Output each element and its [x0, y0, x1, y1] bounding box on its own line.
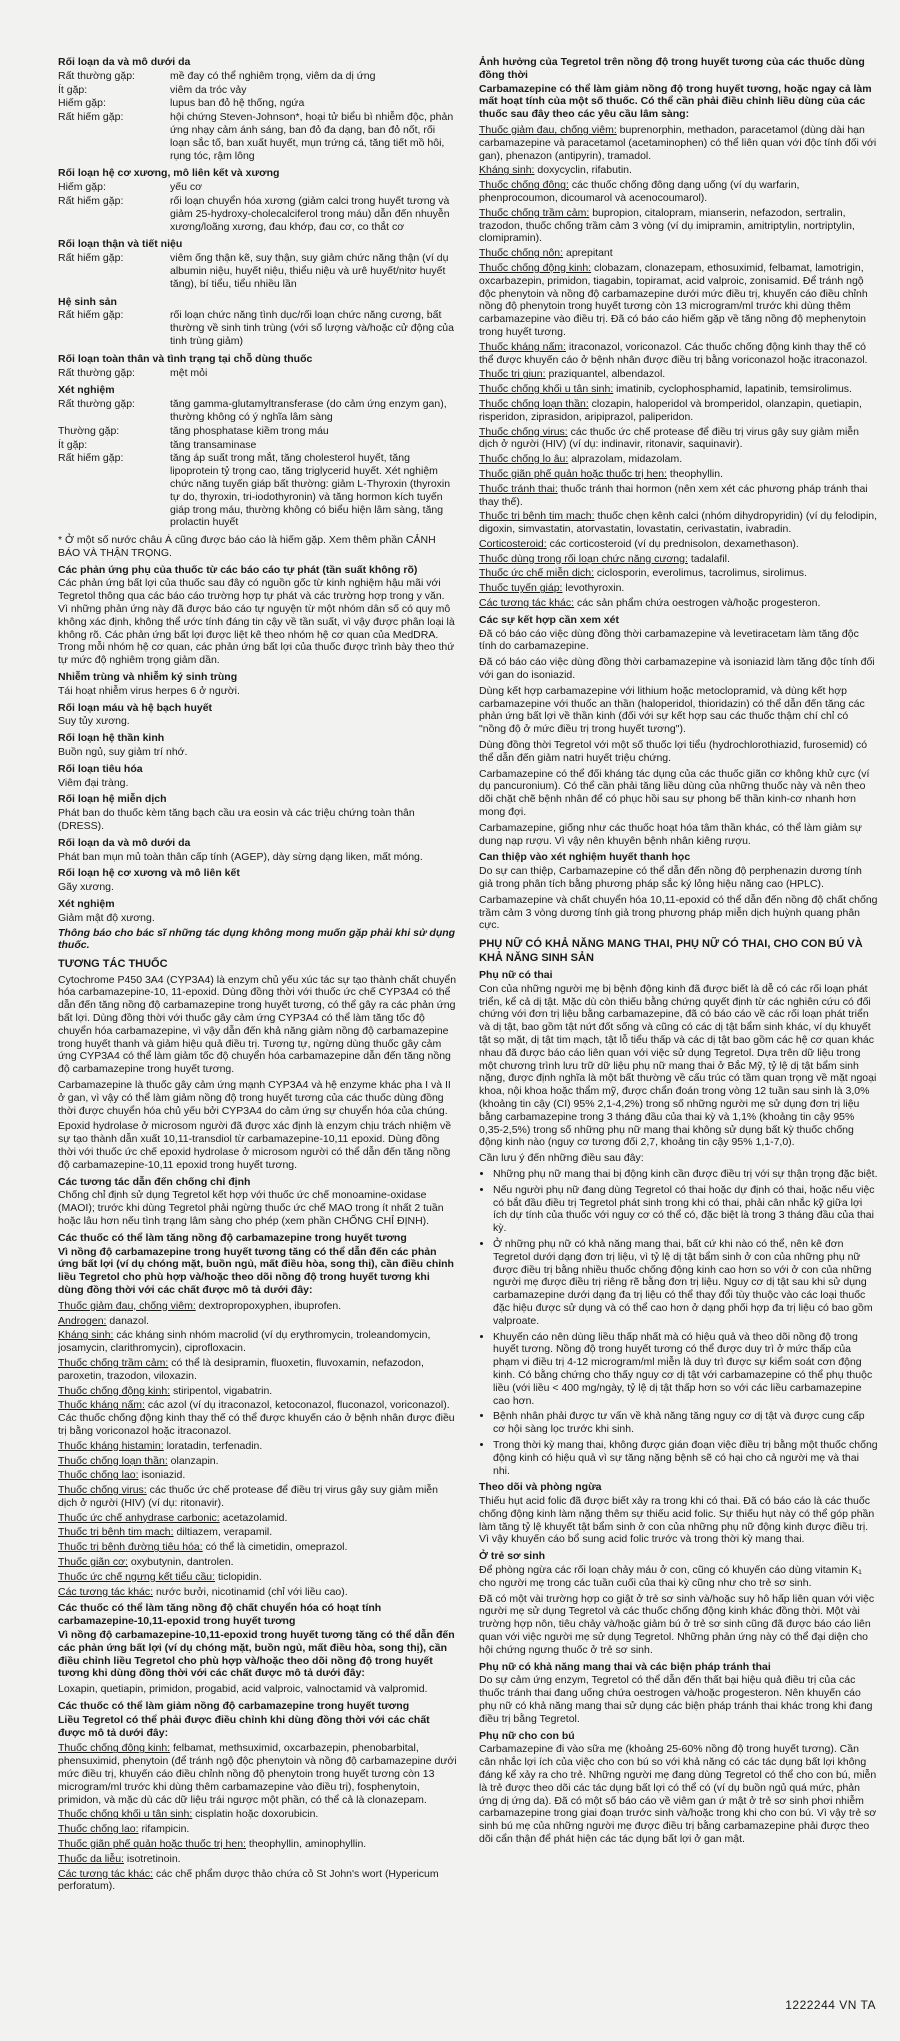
spont-heading: Các phản ứng phụ của thuốc từ các báo cáo tự phát (tần suất không rõ): [58, 563, 418, 576]
freq-text: lupus ban đỏ hệ thống, ngứa: [170, 97, 305, 110]
paragraph: Dùng kết hợp carbamazepine với lithium hoặc metoclopramid, và dùng kết hợp carbamazepine với thuốc an thần (haloperidol, thioridazin) có thể dẫn đến tăng các phản ứng bất lợi về thần kinh (đối với sự kết hợp sau các thuốc thậm chí chỉ có "nồng độ ở mức điều trị trong huyết tương").: [479, 684, 865, 736]
bullet-item: • Nếu người phụ nữ đang dùng Tegretol có thai hoặc dự định có thai, hoặc nếu việc có bắt đầu điều trị Tegretol phát sinh trong khi có thai, phải cân nhắc kỹ giữa lợi ích dự tính của thuốc với nguy cơ có thể có, đặc biệt là trong 3 tháng đầu của thai kỳ.: [493, 1184, 878, 1235]
item-key: Thuốc dùng trong rối loạn chức năng cương:: [479, 552, 688, 565]
list-item: [479, 398, 878, 424]
item-value: aprepitant: [563, 247, 613, 260]
table-row: [58, 84, 457, 98]
effect-list: [479, 124, 878, 610]
list-item: [479, 262, 878, 339]
spont-item-heading: Rối loạn da và mô dưới da: [58, 836, 191, 849]
table-row: [58, 195, 457, 234]
spont-item-text: Giảm mật độ xương.: [58, 911, 155, 924]
item-key: Kháng sinh:: [58, 1329, 114, 1342]
item-value: felbamat, methsuximid, oxcarbazepin, phenobarbital, phensuximid, phenytoin (để tránh ngộ độc phenytoin và nồng độ carbamazepine dưới mức điều trị, khuyến cáo điều chỉnh nồng độ phenytoin trong huyết tương còn 13 microgram/ml trước khi dùng thêm carbamazepine vào điều trị), fosphenytoin, primidon, và mặc dù các dữ liệu trái ngược một phần, có thể cả là clonazepam.: [58, 1742, 457, 1806]
item-value: isoniazid.: [138, 1469, 186, 1482]
list-item: [58, 1823, 457, 1836]
item-key: Thuốc chống trầm cảm:: [58, 1356, 169, 1369]
list-item: [479, 538, 878, 551]
paragraph: Carbamazepine có thể đối kháng tác dụng của các thuốc giãn cơ không khử cực (ví dụ pancuronium). Có thể cần phải tăng liều dùng của những thuốc này và nên theo dõi chặt chẽ bệnh nhân để có phục hồi sau sự phong bế thần kinh-cơ nhanh hơn mong đợi.: [479, 767, 870, 819]
pregnancy-bullets: [479, 1168, 878, 1477]
table-row: [58, 111, 457, 163]
list-item: [479, 247, 878, 260]
spont-item-heading: Rối loạn hệ thần kinh: [58, 732, 165, 745]
folic-heading: Theo dõi và phòng ngừa: [479, 1481, 602, 1494]
item-value: alprazolam, midazolam.: [568, 453, 683, 466]
freq-label: Rất thường gặp:: [58, 69, 135, 82]
spont-item-text: Phát ban mụn mủ toàn thân cấp tính (AGEP), dày sừng dạng liken, mất móng.: [58, 850, 423, 863]
freq-label: Ít gặp:: [58, 83, 88, 96]
report-note: Thông báo cho bác sĩ những tác dụng không mong muốn gặp phải khi sử dụng thuốc.: [58, 926, 456, 952]
contraception-text: Do sự cảm ứng enzym, Tegretol có thể dẫn đến thất bại hiệu quả điều trị của các thuốc tránh thai đang uống chứa oestrogen và/hoặc progesteron. Nên khuyến cáo phụ nữ có khả năng mang thai sử dụng các biện pháp tránh thai khác trong khi đang điều trị bằng Tegretol.: [479, 1674, 873, 1725]
item-key: Thuốc da liễu:: [58, 1852, 124, 1865]
freq-label: Ít gặp:: [58, 438, 88, 451]
bullet-item: • Khuyến cáo nên dùng liều thấp nhất mà có hiệu quả và theo dõi nồng độ trong huyết tương. Nồng độ trong huyết tương có thể được duy trì ở mức thấp của phạm vi điều trị 4-12 microgram/ml miễn là duy trì được sự kiểm soát cơn động kinh. Có bằng chứng cho thấy nguy cơ dị tật với carbamazepine có thể phụ thuộc liều (với liều < 400 mg/ngày, tỷ lệ dị tật thấp hơn so với các liều carbamazepine cao hơn.: [493, 1331, 878, 1408]
lactation-text: Carbamazepine đi vào sữa mẹ (khoảng 25-60% nồng độ trong huyết tương). Cần cân nhắc lợi ích của việc cho con bú so với khả năng có các tác dụng bất lợi không đáng kể xảy ra cho trẻ. Những người mẹ đang dùng Tegretol có thể cho con bú, miễn là trẻ được theo dõi các tác dụng bất lợi có thể có (ví dụ buồn ngủ quá mức, phản ứng dị ứng da). Đã có một số báo cáo về viêm gan ứ mật ở trẻ sơ sinh phơi nhiễm carbamazepine trong giai đoạn trước sinh và/hoặc trong khi cho con bú. Vì vậy trẻ sơ sinh bú mẹ của những người mẹ được điều trị bằng carbamazepine phải được theo dõi cẩn thận để phát hiện các tác dụng bất lợi ở gan mật.: [479, 1743, 877, 1846]
freq-label: Rất hiếm gặp:: [58, 111, 124, 124]
item-value: các corticosteroid (ví dụ prednisolon, dexamethason).: [546, 537, 799, 550]
epox-bold: Vì nồng độ carbamazepine-10,11-epoxid trong huyết tương tăng có thể dẫn đến các phản ứng bất lợi (ví dụ chóng mặt, buồn ngủ, mất điều hòa, song thị), cần điều chỉnh liều Tegretol cho phù hợp và/hoặc theo dõi nồng độ trong huyết tương khi dùng đồng thời với các chất được mô tả dưới đây:: [58, 1629, 455, 1680]
list-item: [58, 1315, 457, 1328]
freq-text: tăng gamma-glutamyltransferase (do cảm ứng enzym gan), thường không có ý nghĩa lâm sàng: [170, 398, 447, 423]
item-key: Thuốc ức chế anhydrase carbonic:: [58, 1511, 220, 1524]
interactions-heading: TƯƠNG TÁC THUỐC: [58, 958, 168, 971]
freq-label: Rất hiếm gặp:: [58, 194, 124, 207]
freq-text: tăng phosphatase kiềm trong máu: [170, 424, 329, 437]
spont-list: [58, 671, 457, 925]
item-key: Thuốc chống động kinh:: [58, 1742, 171, 1755]
list-item: [58, 1512, 457, 1525]
paragraph: Carbamazepine và chất chuyển hóa 10,11-epoxid có thể dẫn đến nồng độ chất chống trầm cảm 3 vòng dương tính giả trong phương pháp miễn dịch huỳnh quang phân cực.: [479, 893, 878, 932]
item-key: Thuốc chống khối u tân sinh:: [479, 383, 614, 396]
inc-bold: Vì nồng độ carbamazepine trong huyết tương tăng có thể dẫn đến các phản ứng bất lợi (ví dụ chóng mặt, buồn ngủ, mất điều hòa, song thị), cần điều chỉnh liều Tegretol cho phù hợp và/hoặc theo dõi nồng độ trong huyết tương khi dùng đồng thời với các chất được mô tả dưới đây:: [58, 1245, 454, 1296]
list-item: [479, 483, 878, 509]
item-value: các thuốc ức chế protease để điều trị virus gây suy giảm miễn dịch ở người (HIV) (ví dụ: indinavir, ritonavir, saquinavir).: [479, 425, 859, 451]
list-item: [58, 1399, 457, 1437]
item-key: Thuốc giảm đau, chống viêm:: [479, 123, 617, 136]
item-value: stiripentol, vigabatrin.: [170, 1384, 273, 1397]
general-heading: Rối loạn toàn thân và tình trạng tại chỗ dùng thuốc: [58, 352, 313, 365]
item-value: cisplatin hoặc doxorubicin.: [192, 1808, 319, 1821]
item-key: Thuốc trị bệnh tim mạch:: [58, 1526, 174, 1539]
table-row: [58, 252, 457, 291]
freq-label: Rất hiếm gặp:: [58, 252, 124, 265]
item-value: các thuốc ức chế protease để điều trị virus gây suy giảm miễn dịch ở người (HIV) (ví dụ: ritonavir).: [58, 1484, 438, 1509]
paragraph: Đã có báo cáo việc dùng đồng thời carbamazepine và isoniazid làm tăng độc tính đối với gan do isoniazid.: [479, 656, 875, 682]
list-item: [58, 1808, 457, 1821]
freq-label: Thường gặp:: [58, 424, 120, 437]
inc-list: [58, 1300, 457, 1599]
list-item: [58, 1455, 457, 1468]
list-item: [58, 1838, 457, 1851]
freq-text: tăng transaminase: [170, 438, 257, 451]
item-key: Thuốc chống đông:: [479, 179, 569, 192]
table-row: [58, 398, 457, 425]
freq-label: Rất hiếm gặp:: [58, 452, 124, 465]
list-item: [479, 179, 878, 205]
paragraph: Carbamazepine, giống như các thuốc hoạt hóa tâm thần khác, có thể làm giảm sự dung nạp rượu. Vì vậy nên khuyên bệnh nhân kiêng rượu.: [479, 821, 862, 847]
newborn-list: [479, 1564, 878, 1657]
list-item: [58, 1541, 457, 1554]
item-key: Thuốc kháng nấm:: [479, 340, 566, 353]
item-value: oxybutynin, dantrolen.: [127, 1556, 234, 1569]
item-key: Thuốc chống khối u tân sinh:: [58, 1808, 193, 1821]
folic-text: Thiếu hụt acid folic đã được biết xảy ra trong khi có thai. Đã có báo cáo là các thuốc chống động kinh làm nặng thêm sự thiếu acid folic. Sự thiếu hụt này có thể góp phần làm tăng tỷ lệ khuyết tật bẩm sinh ở con của những phụ nữ động kinh được điều trị. Vì vậy khuyến cáo bổ sung acid folic trước và trong thời kỳ mang thai.: [479, 1495, 875, 1546]
item-value: các azol (ví dụ itraconazol, ketoconazol, fluconazol, voriconazol). Các thuốc chống động kinh thay thế có thể được khuyến cáo ở bệnh nhân được điều trị bằng voriconazol hoặc itraconazol.: [58, 1399, 455, 1437]
item-key: Thuốc chống virus:: [479, 425, 568, 438]
item-key: Androgen:: [58, 1314, 107, 1327]
paragraph: Đã có một vài trường hợp co giật ở trẻ sơ sinh và/hoặc suy hô hấp liên quan với việc người mẹ sử dụng Tegretol và các thuốc chống động kinh khác đồng thời. Một vài trường hợp nôn, tiêu chảy và/hoặc giảm bú ở trẻ sơ sinh cũng đã được báo cáo liên quan với việc người mẹ sử dụng Tegretol. Những phản ứng này có thể đại diện cho hội chứng ngưng thuốc ở trẻ sơ sinh.: [479, 1592, 875, 1656]
item-key: Thuốc trị giun:: [479, 368, 546, 381]
list-item: [479, 124, 878, 162]
item-value: thuốc chẹn kênh calci (nhóm dihydropyridin) (ví dụ felodipin, digoxin, simvastatin, atorvastatin, lovastatin, cerivastatin, ivabradin.: [479, 510, 878, 536]
spont-item-text: Tái hoạt nhiễm virus herpes 6 ở người.: [58, 684, 240, 697]
repro-table: [58, 309, 457, 348]
freq-label: Hiếm gặp:: [58, 97, 106, 110]
epox-heading: Các thuốc có thể làm tăng nồng độ chất chuyển hóa có hoạt tính carbamazepine-10,11-epoxid trong huyết tương: [58, 1602, 382, 1628]
spont-item-heading: Rối loạn hệ cơ xương và mô liên kết: [58, 867, 240, 880]
combo-heading: Các sự kết hợp cần xem xét: [479, 613, 619, 626]
item-value: clobazam, clonazepam, ethosuximid, felbamat, lamotrigin, oxcarbazepin, primidon, tiagabin, topiramat, acid valproic, zonisamid. Để tránh ngộ độc phenytoin và nồng độ carbamazepine dưới mức điều trị, khuyến cáo điều chỉnh nồng độ phenytoin trong huyết tương còn 13 microgram/ml trước khi dùng thêm carbamazepine vào điều trị. Đã có báo cáo hiếm gặp về tăng nồng độ mephenytoin trong huyết tương.: [479, 261, 868, 338]
list-item: [58, 1556, 457, 1569]
item-key: Các tương tác khác:: [58, 1867, 154, 1880]
list-item: [479, 553, 878, 566]
contra-int-text: Chống chỉ định sử dụng Tegretol kết hợp với thuốc ức chế monoamine-oxidase (MAOI); trước khi dùng Tegretol phải ngừng thuốc ức chế MAO trong ít nhất 2 tuần hoặc lâu hơn nếu tình trạng lâm sàng cho phép (xem phần CHỐNG CHỈ ĐỊNH).: [58, 1189, 444, 1227]
item-value: có thể là desipramin, fluoxetin, fluvoxamin, nefazodon, paroxetin, trazodon, viloxazin.: [58, 1356, 424, 1382]
bullet-item: • Ở những phụ nữ có khả năng mang thai, bất cứ khi nào có thể, nên kê đơn Tegretol dưới dạng đơn trị liệu, vì tỷ lệ dị tật bẩm sinh ở con của những phụ nữ được điều trị bằng nhiều thuốc chống động kinh cao hơn so với ở con của những người mẹ được điều trị riêng rẽ bằng đơn trị liệu. Nguy cơ dị tật sau khi sử dụng carbamazepine dưới dạng đa trị liệu có thể thay đổi tùy thuộc vào các loại thuốc đặc hiệu được sử dụng và có thể cao hơn ở dạng phối hợp đa trị liệu có bao gồm valproate.: [493, 1238, 878, 1328]
table-row: [58, 452, 457, 530]
item-key: Corticosteroid:: [479, 537, 547, 550]
list-item: [58, 1300, 457, 1313]
item-key: Thuốc chống động kinh:: [479, 261, 592, 274]
lactation-heading: Phụ nữ cho con bú: [479, 1729, 575, 1742]
contra-int-heading: Các tương tác dẫn đến chống chỉ định: [58, 1175, 251, 1188]
item-key: Thuốc ức chế miễn dịch:: [479, 567, 594, 580]
item-value: thuốc tránh thai hormon (nên xem xét các phương pháp tránh thai thay thế).: [479, 482, 868, 508]
item-value: ticlopidin.: [215, 1570, 262, 1583]
inc-heading: Các thuốc có thể làm tăng nồng độ carbamazepine trong huyết tương: [58, 1231, 407, 1244]
list-item: [479, 164, 878, 177]
effect-heading: Ảnh hưởng của Tegretol trên nồng độ trong huyết tương của các thuốc dùng đồng thời: [479, 56, 865, 81]
list-item: [58, 1868, 457, 1894]
paragraph: Để phòng ngừa các rối loạn chảy máu ở con, cũng có khuyến cáo dùng vitamin K₁ cho người mẹ trong các tuần cuối của thai kỳ cũng như cho trẻ sơ sinh.: [479, 1564, 862, 1589]
item-value: acetazolamid.: [219, 1511, 288, 1524]
spont-item-heading: Xét nghiệm: [58, 898, 115, 911]
list-item: [58, 1853, 457, 1866]
list-item: [58, 1440, 457, 1453]
item-value: clozapin, haloperidol và bromperidol, olanzapin, quetiapin, risperidon, ziprasidon, aripiprazol, paliperidon.: [479, 397, 862, 423]
item-value: isotretinoin.: [123, 1852, 181, 1865]
spont-item-heading: Rối loạn máu và hệ bạch huyết: [58, 701, 213, 714]
pregnancy-subheading: Phụ nữ có thai: [479, 969, 553, 982]
spont-item-heading: Rối loạn tiêu hóa: [58, 762, 143, 775]
list-item: [479, 567, 878, 580]
list-item: [58, 1742, 457, 1806]
item-value: dextropropoxyphen, ibuprofen.: [195, 1299, 342, 1312]
freq-text: mệt mỏi: [170, 366, 208, 379]
muscle-heading: Rối loạn hệ cơ xương, mô liên kết và xương: [58, 167, 280, 180]
item-key: Thuốc tuyến giáp:: [479, 582, 563, 595]
epox-text: Loxapin, quetiapin, primidon, progabid, acid valproic, valnoctamid và valpromid.: [58, 1683, 428, 1696]
item-value: có thể là cimetidin, omeprazol.: [202, 1541, 348, 1554]
list-item: [58, 1484, 457, 1510]
list-item: [479, 468, 878, 481]
item-value: loratadin, terfenadin.: [163, 1439, 263, 1452]
item-value: levothyroxin.: [562, 582, 625, 595]
table-row: [58, 97, 457, 111]
spont-item-text: Gãy xương.: [58, 881, 114, 894]
list-item: [58, 1357, 457, 1383]
item-value: olanzapin.: [167, 1454, 219, 1467]
int-para-1: Cytochrome P450 3A4 (CYP3A4) là enzym chủ yếu xúc tác sự tạo thành chất chuyển hóa carbamazepine-10, 11-epoxid. Dùng đồng thời với thuốc ức chế CYP3A4 có thể dẫn đến tăng nồng độ carbamazepine trong huyết tương, có thể gây ra các phản ứng bất lợi. Dùng đồng thời với thuốc gây cảm ứng CYP3A4 có thể làm tăng tốc độ chuyển hóa carbamazepine, vì vậy dẫn đến khả năng giảm nồng độ carbamazepine trong huyết thanh và giảm hiệu quả điều trị. Tương tự, ngừng dùng thuốc gây cảm ứng CYP3A4 có thể làm giảm tốc độ chuyển hóa carbamazepine dẫn đến tăng nồng độ carbamazepine trong huyết tương.: [58, 973, 457, 1076]
list-item: [58, 1469, 457, 1482]
item-value: danazol.: [106, 1314, 150, 1327]
item-key: Thuốc ức chế ngưng kết tiểu cầu:: [58, 1570, 216, 1583]
list-item: [479, 597, 878, 610]
contraception-heading: Phụ nữ có khả năng mang thai và các biện pháp tránh thai: [479, 1660, 771, 1673]
freq-text: hội chứng Steven-Johnson*, hoại tử biểu bì nhiễm độc, phản ứng nhạy cảm ánh sáng, ban đỏ đa dạng, ban đỏ nốt, rối loạn sắc tố, ban xuất huyết, mụn trứng cá, tăng tiết mồ hôi, rụng tóc, rậm lông: [170, 111, 454, 162]
renal-table: [58, 252, 457, 291]
item-key: Các tương tác khác:: [479, 597, 575, 610]
document-code: 1222244 VN TA: [785, 1998, 876, 2013]
list-item: [479, 426, 878, 452]
item-key: Thuốc chống loạn thần:: [479, 397, 589, 410]
spont-text: Các phản ứng bất lợi của thuốc sau đây có nguồn gốc từ kinh nghiệm hậu mãi với Tegretol thông qua các báo cáo trường hợp tự phát và các trường hợp trong y văn. Vì những phản ứng này đã được báo cáo tự nguyện từ một nhóm dân số có quy mô không xác định, không thể ước tính đáng tin cậy về tần suất, vì vậy được phân loại là không rõ. Các phản ứng bất lợi được liệt kê theo nhóm hệ cơ quan của MedDRA. Trong mỗi nhóm hệ cơ quan, các phản ứng bất lợi của thuốc được trình bày theo thứ tự mức độ nghiêm trọng giảm dần.: [58, 577, 455, 667]
list-item: [58, 1571, 457, 1584]
item-value: buprenorphin, methadon, paracetamol (dùng dài hạn carbamazepine và paracetamol (acetaminophen) có thể liên quan với độc tính đối với gan), phenazon (antipyrin), tramadol.: [479, 123, 877, 162]
list-item: [479, 510, 878, 536]
item-value: doxycyclin, rifabutin.: [534, 164, 632, 177]
spont-item-text: Viêm đại tràng.: [58, 776, 129, 789]
item-key: Thuốc giãn phế quản hoặc thuốc trị hen:: [58, 1838, 246, 1851]
item-key: Thuốc chống lo âu:: [479, 453, 569, 466]
freq-label: Hiếm gặp:: [58, 181, 106, 194]
item-key: Thuốc trị bệnh đường tiêu hóa:: [58, 1541, 203, 1554]
item-value: ciclosporin, everolimus, tacrolimus, sirolimus.: [594, 567, 807, 580]
newborn-heading: Ở trẻ sơ sinh: [479, 1550, 546, 1563]
item-key: Thuốc giãn cơ:: [58, 1556, 128, 1569]
combo-list: [479, 628, 878, 848]
bullet-item: • Bệnh nhân phải được tư vấn về khả năng tăng nguy cơ dị tật và được cung cấp cơ hội sàng lọc trước khi sinh.: [493, 1410, 878, 1436]
int-para-3: Epoxid hydrolase ở microsom người đã được xác định là enzym chịu trách nhiệm về sự tạo thành dẫn xuất 10,11-transdiol từ carbamazepine-10,11 epoxid. Dùng đồng thời với thuốc ức chế epoxid hydrolase ở microsom người có thể dẫn đến tăng nồng độ carbamazepine-10,11 epoxid trong huyết tương.: [58, 1120, 452, 1171]
item-key: Thuốc chống nôn:: [479, 247, 564, 260]
table-row: [58, 70, 457, 84]
item-value: theophyllin.: [666, 467, 724, 480]
item-value: các sản phẩm chứa oestrogen và/hoặc progesteron.: [574, 597, 821, 610]
bullet-item: • Trong thời kỳ mang thai, không được gián đoạn việc điều trị bằng một thuốc chống động kinh có hiệu quả vì sự tăng nặng bệnh sẽ có hại cho cả người mẹ và thai nhi.: [493, 1439, 878, 1477]
int-para-2: Carbamazepine là thuốc gây cảm ứng mạnh CYP3A4 và hệ enzyme khác pha I và II ở gan, vì vậy có thể làm giảm nồng độ trong huyết tương của các thuốc dùng đồng thời được chuyển hóa chủ yếu bởi CYP3A4 do cảm ứng sự chuyển hóa của chúng.: [58, 1078, 451, 1117]
list-item: [479, 368, 878, 381]
item-value: bupropion, citalopram, mianserin, nefazodon, sertralin, trazodon, thuốc chống trầm cảm 3 vòng (ví dụ imipramin, amitriptylin, nortriptylin, clomipramin).: [479, 206, 855, 245]
right-column: [475, 52, 878, 2027]
table-row: [58, 181, 457, 195]
item-key: Các tương tác khác:: [58, 1585, 154, 1598]
list-item: [479, 453, 878, 466]
paragraph: Dùng đồng thời Tegretol với một số thuốc lợi tiểu (hydrochlorothiazid, furosemid) có thể dẫn đến giảm natri huyết triệu chứng.: [479, 739, 868, 764]
freq-text: rối loạn chức năng tình dục/rối loạn chức năng cương, bất thường về sinh tinh trùng (với số lượng và/hoặc cử động của tinh trùng giảm): [170, 309, 454, 347]
invest-heading: Xét nghiệm: [58, 384, 115, 397]
freq-label: Rất thường gặp:: [58, 366, 135, 379]
list-item: [58, 1586, 457, 1599]
list-item: [58, 1385, 457, 1398]
dec-bold: Liều Tegretol có thể phải được điều chỉnh khi dùng đồng thời với các chất được mô tả dưới đây:: [58, 1713, 430, 1739]
freq-text: tăng áp suất trong mắt, tăng cholesterol huyết, tăng lipoprotein tỷ trọng cao, tăng triglycerid huyết. Xét nghiệm chức năng tuyến giáp bất thường: giảm L-Thyroxin (thyroxin tự do, thyroxin, tri-iodothyronin) và tăng hormon kích tuyến giáp trong máu, thường không có biểu hiện lâm sàng, tăng prolactin huyết: [170, 452, 451, 529]
item-value: các thuốc chống đông dạng uống (ví dụ warfarin, phenprocoumon, dicoumarol và acenocoumarol).: [479, 179, 800, 204]
freq-label: Rất hiếm gặp:: [58, 309, 124, 322]
dec-list: [58, 1742, 457, 1893]
item-key: Thuốc kháng histamin:: [58, 1439, 164, 1452]
freq-text: mề đay có thể nghiêm trọng, viêm da dị ứng: [170, 69, 376, 82]
item-value: theophyllin, aminophyllin.: [245, 1838, 367, 1851]
muscle-table: [58, 181, 457, 234]
item-key: Thuốc chống virus:: [58, 1484, 147, 1497]
table-row: [58, 439, 457, 453]
item-value: tadalafil.: [687, 552, 730, 565]
item-key: Thuốc giãn phế quản hoặc thuốc trị hen:: [479, 467, 667, 480]
freq-text: rối loạn chuyển hóa xương (giảm calci trong huyết tương và giảm 25-hydroxy-cholecalciferol trong máu) dẫn đến nhuyễn xương/loãng xương, đau khớp, đau cơ, co thắt cơ: [170, 194, 450, 233]
spont-item-heading: Rối loạn hệ miễn dịch: [58, 793, 167, 806]
table-row: [58, 309, 457, 348]
item-key: Thuốc chống trầm cảm:: [479, 206, 590, 219]
list-item: [479, 383, 878, 396]
left-column: [58, 52, 459, 2027]
freq-label: Rất thường gặp:: [58, 398, 135, 411]
general-table: [58, 367, 457, 381]
paragraph: Đã có báo cáo việc dùng đồng thời carbamazepine và levetiracetam làm tăng độc tính do carbamazepine.: [479, 627, 859, 653]
item-key: Thuốc chống lao:: [58, 1469, 139, 1482]
list-item: [479, 582, 878, 595]
skin-heading: Rối loạn da và mô dưới da: [58, 56, 191, 68]
item-value: rifampicin.: [138, 1823, 190, 1836]
item-key: Thuốc chống động kinh:: [58, 1384, 171, 1397]
list-item: [479, 341, 878, 367]
item-value: itraconazol, voriconazol. Các thuốc chống động kinh thay thế có thể được khuyến cáo ở bệnh nhân được điều trị bằng voriconazol hoặc itraconazol.: [479, 340, 868, 366]
pregnancy-text: Con của những người mẹ bị bệnh động kinh đã được biết là dễ có các rối loạn phát triển, kể cả dị tật. Mặc dù còn thiếu bằng chứng quyết định từ các nghiên cứu có đối chứng với đơn trị liệu bằng carbamazepine, đã có báo cáo về các rối loạn phát triển và dị tật, bao gồm tật nứt đốt sống và cũng có các dị tật bẩm sinh khác, ví dụ khuyết tật sọ mặt, dị tật tim mạch, tật lỗ tiểu thấp và các dị tật bao gồm các hệ cơ quan khác nhau đã được báo cáo liên quan với việc sử dụng Tegretol. Dựa trên dữ liệu trong một chương trình lưu trữ dữ liệu phụ nữ mang thai ở Bắc Mỹ, tỷ lệ dị tật bẩm sinh nặng, được định nghĩa là một bất thường về cấu trúc có tầm quan trọng về mặt ngoại khoa, nội khoa hoặc thẩm mỹ, được chẩn đoán trong vòng 12 tuần sau sinh là 3,0% (khoảng tin cậy (CI) 95% 2,1-4,2%) trong số những người mẹ sử dụng đơn trị liệu bằng carbamazepine trong 3 tháng đầu của thai kỳ và 1,1% (khoảng tin cậy 95% 0,35-2,5%) trong số những phụ nữ mang thai không sử dụng bất kỳ thuốc chống động kinh nào (nguy cơ tương đối 2,7, khoảng tin cậy 95% 1,1-7,0).: [479, 982, 877, 1149]
item-key: Thuốc giảm đau, chống viêm:: [58, 1299, 196, 1312]
freq-text: viêm ống thận kẽ, suy thận, suy giảm chức năng thận (ví dụ albumin niệu, huyết niệu, thiểu niệu và urê huyết/nitơ huyết tăng), bí tiểu, tiểu nhiều lần: [170, 252, 449, 290]
table-row: [58, 367, 457, 381]
freq-text: viêm da tróc vảy: [170, 83, 247, 96]
lab-list: [479, 865, 878, 932]
item-key: Thuốc kháng nấm:: [58, 1399, 145, 1412]
item-value: imatinib, cyclophosphamid, lapatinib, temsirolimus.: [613, 383, 852, 396]
item-key: Thuốc chống lao:: [58, 1823, 139, 1836]
list-item: [58, 1329, 457, 1355]
pregnancy-heading: PHỤ NỮ CÓ KHẢ NĂNG MANG THAI, PHỤ NỮ CÓ THAI, CHO CON BÚ VÀ KHẢ NĂNG SINH SẢN: [479, 938, 863, 964]
item-value: các kháng sinh nhóm macrolid (ví dụ erythromycin, troleandomycin, josamycin, clarithromycin), ciprofloxacin.: [58, 1329, 431, 1355]
footnote: * Ở một số nước châu Á cũng được báo cáo là hiếm gặp. Xem thêm phần CẢNH BÁO VÀ THẬN TRỌNG.: [58, 534, 436, 559]
bullet-item: • Những phụ nữ mang thai bị động kinh cần được điều trị với sự thận trọng đặc biệt.: [493, 1168, 878, 1181]
lab-heading: Can thiệp vào xét nghiệm huyết thanh học: [479, 851, 691, 864]
repro-heading: Hệ sinh sản: [58, 295, 117, 308]
item-value: praziquantel, albendazol.: [545, 368, 666, 381]
table-row: [58, 425, 457, 439]
item-value: các chế phẩm dược thảo chứa cỏ St John's wort (Hypericum perforatum).: [58, 1867, 439, 1893]
spont-item-heading: Nhiễm trùng và nhiễm ký sinh trùng: [58, 671, 238, 684]
skin-table: [58, 70, 457, 164]
list-item: [479, 207, 878, 245]
pregnancy-lead: Cần lưu ý đến những điều sau đây:: [479, 1152, 644, 1165]
spont-item-text: Phát ban do thuốc kèm tăng bạch cầu ưa eosin và các triệu chứng toàn thân (DRESS).: [58, 807, 415, 833]
dec-heading: Các thuốc có thể làm giảm nồng độ carbamazepine trong huyết tương: [58, 1700, 410, 1713]
spont-item-text: Buồn ngủ, suy giảm trí nhớ.: [58, 746, 188, 759]
freq-text: yếu cơ: [170, 181, 202, 194]
item-key: Thuốc trị bệnh tim mạch:: [479, 510, 595, 523]
effect-bold: Carbamazepine có thể làm giảm nồng độ trong huyết tương, hoặc ngay cả làm mất hoạt tính của một số thuốc. Có thể cần phải điều chỉnh liều dùng của các thuốc sau đây theo các yêu cầu lâm sàng:: [479, 82, 872, 121]
item-key: Kháng sinh:: [479, 164, 535, 177]
item-value: diltiazem, verapamil.: [173, 1526, 273, 1539]
invest-table: [58, 398, 457, 530]
item-value: nước bưởi, nicotinamid (chỉ với liều cao).: [153, 1585, 348, 1598]
item-key: Thuốc chống loạn thần:: [58, 1454, 168, 1467]
spont-item-text: Suy tủy xương.: [58, 715, 130, 728]
list-item: [58, 1526, 457, 1539]
renal-heading: Rối loạn thận và tiết niệu: [58, 238, 183, 251]
paragraph: Do sự can thiệp, Carbamazepine có thể dẫn đến nồng độ perphenazin dương tính giả trong phân tích bằng phương pháp sắc ký lỏng hiệu năng cao (HPLC).: [479, 865, 862, 891]
item-key: Thuốc tránh thai:: [479, 482, 558, 495]
